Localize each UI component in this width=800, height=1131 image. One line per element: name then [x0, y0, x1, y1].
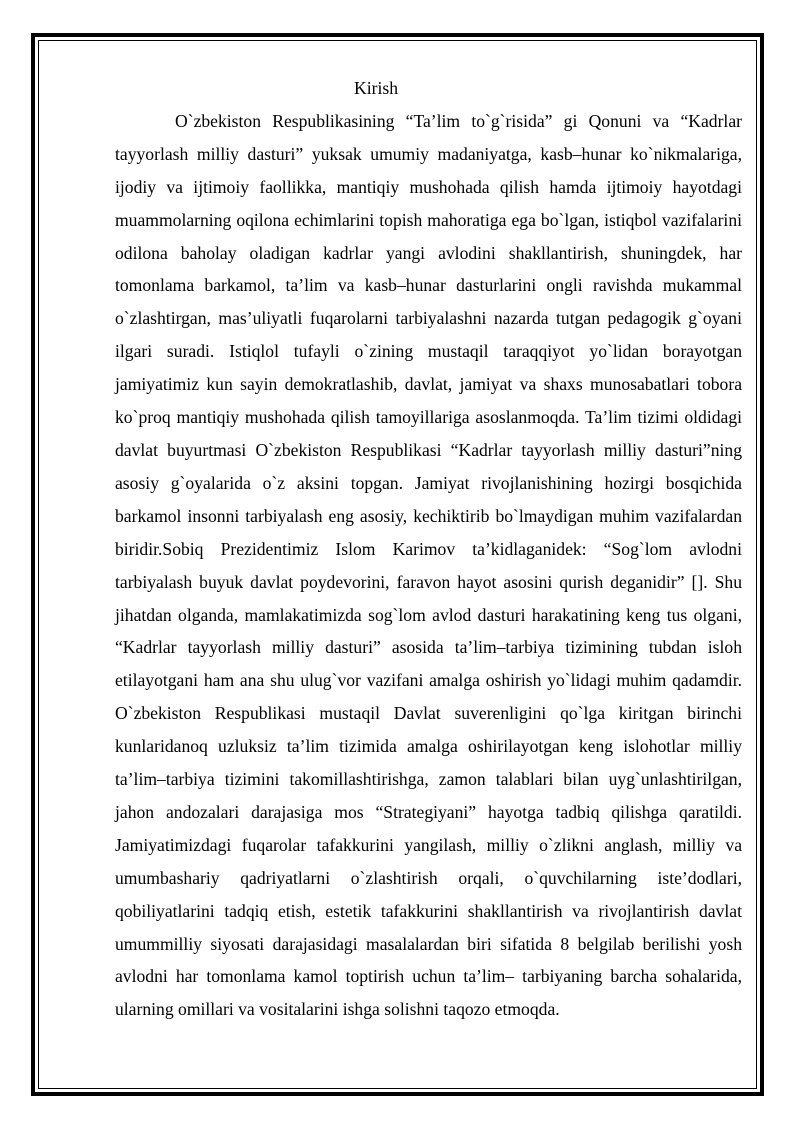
section-heading: Kirish	[354, 78, 398, 98]
body-paragraph: O`zbekiston Respublikasining “Ta’lim to`g`risida” gi Qonuni va “Kadrlar tayyorlash milliy dasturi” yuksak umumiy madaniyatga, kasb–hunar ko`nikmalariga, ijodiy va ijtimoiy faollikka, mantiqiy mushohada qilish hamda ijtimoiy hayotdagi muammolarning oqilona echimlarini topish mahoratiga ega bo`lgan, istiqbol vazifalarini odilona baholay oladigan kadrlar yangi avlodini shakllantirish, shuningdek, har tomonlama barkamol, ta’lim va kasb–hunar dasturlarini ongli ravishda mukammal o`zlashtirgan, mas’uliyatli fuqarolarni tarbiyalashni nazarda tutgan pedagogik g`oyani ilgari suradi. Istiqlol tufayli o`zining mustaqil taraqqiyot yo`lidan borayotgan jamiyatimiz kun sayin demokratlashib, davlat, jamiyat va shaxs munosabatlari tobora ko`proq mantiqiy mushohada qilish tamoyillariga asoslanmoqda. Ta’lim tizimi oldidagi davlat buyurtmasi O`zbekiston Respublikasi “Kadrlar tayyorlash milliy dasturi”ning asosiy g`oyalarida o`z aksini topgan. Jamiyat rivojlanishining hozirgi bosqichida barkamol insonni tarbiyalash eng asosiy, kechiktirib bo`lmaydigan muhim vazifalardan biridir.Sobiq Prezidentimiz Islom Karimov ta’kidlaganidek: “Sog`lom avlodni tarbiyalash buyuk davlat poydevorini, faravon hayot asosini qurish deganidir” []. Shu jihatdan olganda, mamlakatimizda sog`lom avlod dasturi harakatining keng tus olgani, “Kadrlar tayyorlash milliy dasturi” asosida ta’lim–tarbiya tizimining tubdan isloh etilayotgani ham ana shu ulug`vor vazifani amalga oshirish yo`lidagi muhim qadamdir. O`zbekiston Respublikasi mustaqil Davlat suverenligini qo`lga kiritgan birinchi kunlaridanoq uzluksiz ta’lim tizimida amalga oshirilayotgan keng islohotlar milliy ta’lim–tarbiya tizimini takomillashtirishga, zamon talablari bilan uyg`unlashtirilgan, jahon andozalari darajasiga mos “Strategiyani” hayotga tadbiq qilishga qaratildi. Jamiyatimizdagi fuqarolar tafakkurini yangilash, milliy o`zlikni anglash, milliy va umumbashariy qadriyatlarni o`zlashtirish orqali, o`quvchilarning iste’dodlari, qobiliyatlarini tadqiq etish, estetik tafakkurini shakllantirish va rivojlantirish davlat umummilliy siyosati darajasidagi masalalardan biri sifatida 8 belgilab berilishi yosh avlodni har tomonlama kamol toptirish uchun ta’lim– tarbiyaning barcha sohalarida, ularning omillari va vositalarini ishga solishni taqozo etmoqda.	[115, 110, 742, 1020]
document-content	[115, 72, 742, 1026]
